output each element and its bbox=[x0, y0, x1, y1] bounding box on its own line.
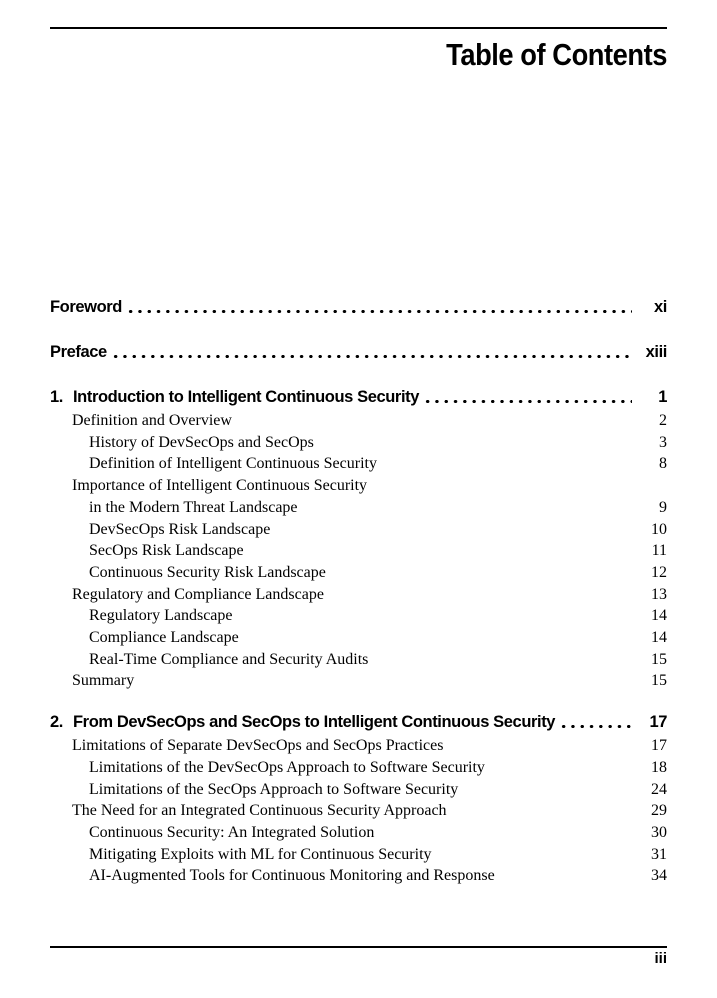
dot-leader bbox=[421, 399, 632, 404]
toc-heading-row bbox=[50, 297, 667, 317]
toc-heading-label: Introduction to Intelligent Continuous Security bbox=[73, 388, 420, 406]
page-number: 2 bbox=[659, 412, 667, 429]
toc-entry-row bbox=[50, 584, 667, 606]
toc-entry-label: Summary bbox=[72, 672, 135, 690]
toc-entry-label: Continuous Security: An Integrated Solution bbox=[89, 823, 375, 841]
toc-entry-label: Mitigating Exploits with ML for Continuous Security bbox=[89, 845, 432, 863]
toc-entry-label: AI-Augmented Tools for Continuous Monitoring and Response bbox=[89, 867, 495, 885]
page-number: 14 bbox=[651, 607, 667, 625]
toc-entry-label: Definition of Intelligent Continuous Security bbox=[89, 455, 377, 473]
toc-entry-row bbox=[50, 410, 667, 432]
toc-entry-label: Compliance Landscape bbox=[89, 629, 239, 647]
page-number: 15 bbox=[651, 650, 667, 668]
toc-entry-row bbox=[50, 453, 667, 475]
toc-entry-label: Limitations of the DevSecOps Approach to Software Security bbox=[89, 758, 485, 776]
toc-entry-row bbox=[50, 627, 667, 649]
page-number: 13 bbox=[651, 585, 667, 603]
chapter-block bbox=[50, 712, 667, 887]
toc-entry-row bbox=[50, 519, 667, 541]
page-number: 34 bbox=[651, 867, 667, 885]
page-number: 1 bbox=[658, 388, 667, 406]
toc-entry-label: Definition and Overview bbox=[72, 412, 232, 429]
toc-entry-label: Continuous Security Risk Landscape bbox=[89, 563, 326, 581]
toc-entry-row bbox=[50, 475, 667, 497]
toc-heading-row bbox=[50, 387, 667, 407]
toc-entry-label: Real-Time Compliance and Security Audits bbox=[89, 650, 369, 668]
page-number: 8 bbox=[659, 455, 667, 473]
toc-entry-row bbox=[50, 757, 667, 779]
page-number: 3 bbox=[659, 433, 667, 451]
toc-heading-label: Foreword bbox=[50, 298, 122, 316]
toc-entry-label: History of DevSecOps and SecOps bbox=[89, 433, 314, 451]
dot-leader bbox=[109, 354, 632, 359]
page-number: 14 bbox=[651, 629, 667, 647]
page-number: 10 bbox=[651, 520, 667, 538]
toc-entry-label: SecOps Risk Landscape bbox=[89, 542, 244, 560]
header-rule bbox=[50, 27, 667, 29]
toc-entry-row bbox=[50, 865, 667, 887]
toc-entry-label: Regulatory and Compliance Landscape bbox=[72, 585, 324, 603]
page-number: 17 bbox=[649, 713, 667, 732]
toc-heading-label: From DevSecOps and SecOps to Intelligent Continuous Security bbox=[73, 713, 556, 732]
toc-entry-label: Importance of Intelligent Continuous Security bbox=[72, 477, 368, 495]
page-number: 11 bbox=[651, 542, 667, 560]
page-number: 24 bbox=[651, 780, 667, 798]
page-footer bbox=[50, 946, 667, 968]
toc-entry-row bbox=[50, 670, 667, 692]
toc-entry-row bbox=[50, 735, 667, 757]
page-number: 17 bbox=[651, 737, 667, 755]
chapter-number: 2. bbox=[50, 713, 63, 732]
toc-entry-row bbox=[50, 562, 667, 584]
folio-page-number: iii bbox=[654, 950, 667, 967]
page-number: 29 bbox=[651, 802, 667, 820]
chapter-block bbox=[50, 387, 667, 692]
toc-entry-row bbox=[50, 779, 667, 801]
toc-entry-label: Limitations of the SecOps Approach to Software Security bbox=[89, 780, 459, 798]
page-number: 15 bbox=[651, 672, 667, 690]
toc-heading-label: Preface bbox=[50, 343, 107, 361]
page-number: xi bbox=[654, 298, 667, 316]
toc-entry-row bbox=[50, 822, 667, 844]
page-number: xiii bbox=[645, 343, 667, 361]
page-number: 9 bbox=[659, 498, 667, 516]
dot-leader bbox=[557, 724, 632, 729]
dot-leader bbox=[124, 309, 632, 314]
page-number: 12 bbox=[651, 563, 667, 581]
toc-entry-label: Regulatory Landscape bbox=[89, 607, 233, 625]
toc-entry-row bbox=[50, 605, 667, 627]
toc-entry-label: in the Modern Threat Landscape bbox=[89, 498, 298, 516]
toc-entry-label: DevSecOps Risk Landscape bbox=[89, 520, 271, 538]
toc-entry-label: The Need for an Integrated Continuous Security Approach bbox=[72, 802, 447, 820]
chapter-number: 1. bbox=[50, 388, 63, 406]
toc-entry-row bbox=[50, 497, 667, 519]
page-number: 30 bbox=[651, 823, 667, 841]
page-number: 31 bbox=[651, 845, 667, 863]
toc-entry-row bbox=[50, 432, 667, 454]
front-matter-list bbox=[50, 297, 667, 362]
toc-heading-row bbox=[50, 712, 667, 732]
toc-entry-row bbox=[50, 649, 667, 671]
toc-entry-row bbox=[50, 800, 667, 822]
toc-entry-row bbox=[50, 540, 667, 562]
page-title: Table of Contents bbox=[446, 37, 667, 72]
toc-entry-row bbox=[50, 844, 667, 866]
toc-entry-label: Limitations of Separate DevSecOps and SecOps Practices bbox=[72, 737, 444, 755]
page-number: 18 bbox=[651, 758, 667, 776]
chapter-list bbox=[50, 387, 667, 887]
toc-heading-row bbox=[50, 342, 667, 362]
